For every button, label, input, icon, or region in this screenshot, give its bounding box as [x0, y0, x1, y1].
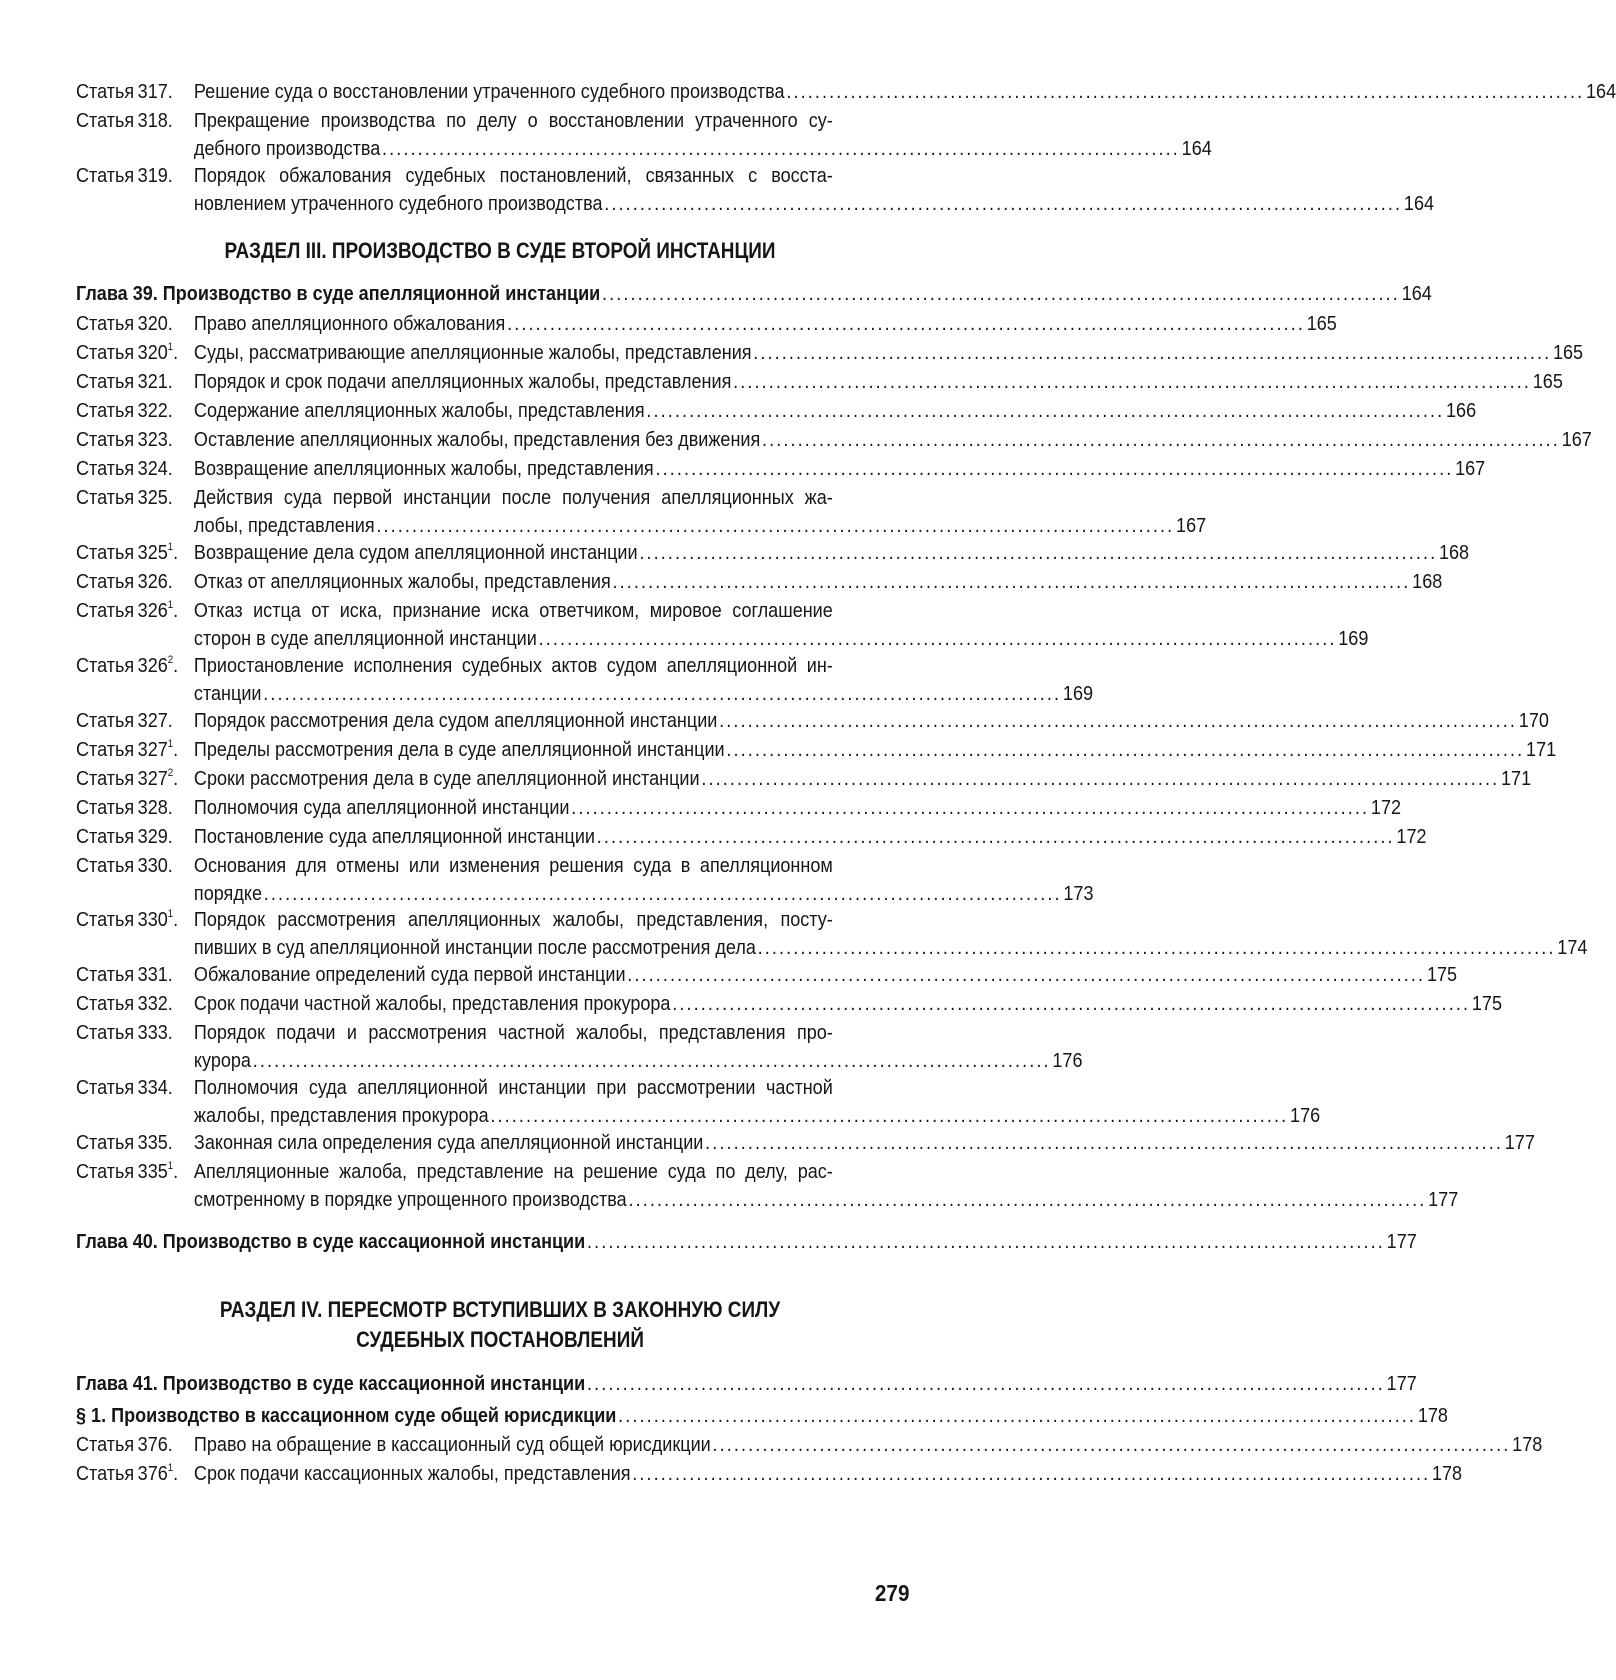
- article-label: Статья $320^1$.: [76, 341, 179, 364]
- page-ref: 173: [1063, 882, 1094, 905]
- article-title-cont: сторон в суде апелляционной инстанции: [193, 627, 537, 650]
- article-label: Статья 327.: [76, 709, 173, 732]
- article-label: Статья 330.: [76, 854, 173, 877]
- chapter-heading: Глава 39. Производство в суде апелляционной инстанции ................................................................................................................ 164: [76, 280, 833, 308]
- page-ref: 164: [1586, 80, 1616, 103]
- article-label: Статья 328.: [76, 796, 173, 819]
- article-label: Статья $376^1$.: [76, 1462, 179, 1485]
- article-label: Статья 331.: [76, 963, 173, 986]
- article-title-cont: новлением утраченного судебного производства: [193, 192, 603, 215]
- page-ref: 165: [1552, 341, 1584, 364]
- article-title: Отказ истца от иска, признание иска ответчиком, мировое соглашение: [193, 599, 833, 622]
- article-title: Сроки рассмотрения дела в суде апелляционной инстанции: [193, 767, 700, 790]
- article-title-cont: дебного производства: [193, 137, 381, 160]
- page-ref: 168: [1438, 541, 1470, 564]
- article-label: Статья $335^1$.: [76, 1160, 179, 1183]
- article-title: Порядок рассмотрения апелляционных жалобы, представления, посту-: [193, 908, 833, 931]
- article-label: Статья 324.: [76, 457, 173, 480]
- page-ref: 172: [1370, 796, 1402, 819]
- paragraph-title: § 1. Производство в кассационном суде общей юрисдикции: [76, 1404, 617, 1427]
- article-label: Статья 320.: [76, 312, 173, 335]
- toc-page: Статья 317. Решение суда о восстановлении утраченного судебного производства ................................................................................................................ 164 Статья 318. Прекращение производства по делу о восстановлении утраченного су- дебного производства ................................................................................................................ 164 Статья 319. Порядок обжалования судебных постановлений, связанных с восста- новлением утраченного судебного производства ................................................................................................................ 164 РАЗДЕЛ III. ПРОИЗВОДСТВО В СУДЕ ВТОРОЙ ИНСТАНЦИИ Глава 39. Производство в суде апелляционной инстанции ................................................................................................................ 164 Статья 320. Право апелляционного обжалования ................................................................................................................ 165 Статья $320^1$. Суды, рассматривающие апелляционные жалобы, представления ................................................................................................................ 165 Статья 321. Порядок и срок подачи апелляционных жалобы, представления ................................................................................................................ 165 Статья 322. Содержание апелляционных жалобы, представления ................................................................................................................ 166 Статья 323. Оставление апелляционных жалобы, представления без движения ................................................................................................................ 167 Статья 324. Возвращение апелляционных жалобы, представления ................................................................................................................ 167 Статья 325. Действия суда первой инстанции после получения апелляционных жа- лобы, представления ................................................................................................................ 167 Статья $325^1$. Возвращение дела судом апелляционной инстанции ................................................................................................................ 168 Статья 326. Отказ от апелляционных жалобы, представления ................................................................................................................ 168 Статья $326^1$. Отказ истца от иска, признание иска ответчиком, мировое соглашение сторон в суде апелляционной инстанции ................................................................................................................ 169 Статья $326^2$. Приостановление исполнения судебных актов судом апелляционной ин- станции ................................................................................................................ 169 Статья 327. Порядок рассмотрения дела судом апелляционной инстанции ................................................................................................................ 170 Статья $327^1$. Пределы рассмотрения дела в суде апелляционной инстанции ................................................................................................................ 171 Статья $327^2$. Сроки рассмотрения дела в суде апелляционной инстанции ................................................................................................................ 171 Статья 328. Полномочия суда апелляционной инстанции ................................................................................................................ 172 Статья 329. Постановление суда апелляционной инстанции ................................................................................................................ 172 Статья 330. Основания для отмены или изменения решения суда в апелляционном порядке ................................................................................................................ 173 Статья $330^1$. Порядок рассмотрения апелляционных жалобы, представления, посту- пивших в суд апелляционной инстанции после рассмотрения дела ................................................................................................................ 174 Статья 331. Обжалование определений суда первой инстанции ................................................................................................................ 175 Статья 332. Срок подачи частной жалобы, представления прокурора ................................................................................................................ 175 Статья 333. Порядок подачи и рассмотрения частной жалобы, представления про- курора ................................................................................................................ 176 Статья 334. Полномочия суда апелляционной инстанции при рассмотрении частной жалобы, представления прокурора ................................................................................................................ 176 Статья 335. Законная сила определения суда апелляционной инстанции ................................................................................................................ 177 Статья $335^1$. Апелляционные жалоба, представление на решение суда по делу, рас- смотренному в порядке упрощенного производства ................................................................................................................ 177 Глава 40. Производство в суде кассационной инстанции ................................................................................................................ 177 РАЗДЕЛ IV. ПЕРЕСМОТР ВСТУПИВШИХ В ЗАКОННУЮ СИЛУ СУДЕБНЫХ ПОСТАНОВЛЕНИЙ Глава 41. Производство в суде кассационной инстанции ................................................................................................................ 177 § 1. Производство в кассационном суде общей юрисдикции ................................................................................................................ 178 Статья 376. Право на обращение в кассационный суд общей юрисдикции ................................................................................................................ 178 Статья $376^1$. Срок подачи кассационных жалобы, представления ................................................................................................................ 178 279: [0, 0, 1000, 1680]
- article-title-cont: курора: [193, 1049, 251, 1072]
- page-number: 279: [874, 1580, 910, 1606]
- page-ref: 167: [1561, 428, 1592, 451]
- article-label: Статья 334.: [76, 1076, 173, 1099]
- section-heading: РАЗДЕЛ IV. ПЕРЕСМОТР ВСТУПИВШИХ В ЗАКОННУЮ СИЛУ СУДЕБНЫХ ПОСТАНОВЛЕНИЙ: [219, 1297, 781, 1352]
- page-ref: 172: [1396, 825, 1427, 848]
- chapter-heading: Глава 41. Производство в суде кассационной инстанции ................................................................................................................ 177: [76, 1370, 833, 1398]
- article-label: Статья 318.: [76, 109, 173, 132]
- page-ref: 176: [1290, 1104, 1321, 1127]
- article-label: Статья 323.: [76, 428, 173, 451]
- article-title: Право апелляционного обжалования: [193, 312, 506, 335]
- chapter-heading: Глава 40. Производство в суде кассационной инстанции ................................................................................................................ 177: [76, 1228, 833, 1256]
- article-label: Статья 321.: [76, 370, 173, 393]
- page-ref: 177: [1386, 1372, 1417, 1395]
- article-label: Статья $330^1$.: [76, 908, 179, 931]
- article-label: Статья 333.: [76, 1021, 173, 1044]
- article-title-cont: лобы, представления: [193, 514, 375, 537]
- article-title: Полномочия суда апелляционной инстанции при рассмотрении частной: [193, 1076, 833, 1099]
- article-title: Суды, рассматривающие апелляционные жалобы, представления: [193, 341, 752, 364]
- article-title: Порядок рассмотрения дела судом апелляционной инстанции: [193, 709, 718, 732]
- page-ref: 176: [1052, 1049, 1083, 1072]
- article-title: Пределы рассмотрения дела в суде апелляционной инстанции: [193, 738, 725, 761]
- page-ref: 177: [1386, 1230, 1417, 1253]
- article-title-cont: порядке: [193, 882, 262, 905]
- article-title-cont: пивших в суд апелляционной инстанции после рассмотрения дела: [193, 936, 756, 959]
- article-title: Порядок подачи и рассмотрения частной жалобы, представления про-: [193, 1021, 833, 1044]
- page-ref: 177: [1504, 1131, 1535, 1154]
- page-ref: 169: [1338, 627, 1369, 650]
- page-ref: 165: [1306, 312, 1337, 335]
- page-ref: 167: [1455, 457, 1486, 480]
- article-title: Срок подачи кассационных жалобы, представления: [193, 1462, 631, 1485]
- page-ref: 178: [1431, 1462, 1463, 1485]
- article-title: Содержание апелляционных жалобы, представления: [193, 399, 645, 422]
- page-ref: 178: [1417, 1404, 1448, 1427]
- page-ref: 164: [1401, 282, 1432, 305]
- article-label: Статья $326^2$.: [76, 654, 179, 677]
- chapter-title: Глава 40. Производство в суде кассационной инстанции: [76, 1230, 586, 1253]
- page-ref: 175: [1471, 992, 1502, 1015]
- article-label: Статья 317.: [76, 80, 173, 103]
- article-title: Возвращение апелляционных жалобы, представления: [193, 457, 654, 480]
- article-title: Основания для отмены или изменения решения суда в апелляционном: [193, 854, 833, 877]
- page-ref: 175: [1426, 963, 1458, 986]
- article-title: Прекращение производства по делу о восстановлении утраченного су-: [193, 109, 833, 132]
- article-title-cont: станции: [193, 682, 262, 705]
- article-title: Приостановление исполнения судебных актов судом апелляционной ин-: [193, 654, 833, 677]
- article-title: Постановление суда апелляционной инстанции: [193, 825, 596, 848]
- page-ref: 166: [1446, 399, 1477, 422]
- article-label: Статья $327^1$.: [76, 738, 179, 761]
- article-title-cont: жалобы, представления прокурора: [193, 1104, 489, 1127]
- article-title: Порядок обжалования судебных постановлений, связанных с восста-: [193, 164, 833, 187]
- page-ref: 171: [1526, 738, 1557, 761]
- page-ref: 177: [1428, 1188, 1459, 1211]
- page-ref: 167: [1176, 514, 1207, 537]
- page-ref: 164: [1403, 192, 1435, 215]
- article-label: Статья 332.: [76, 992, 173, 1015]
- article-title: Полномочия суда апелляционной инстанции: [193, 796, 570, 819]
- article-title: Апелляционные жалоба, представление на решение суда по делу, рас-: [193, 1160, 833, 1183]
- chapter-title: Глава 41. Производство в суде кассационной инстанции: [76, 1372, 586, 1395]
- article-title: Решение суда о восстановлении утраченного судебного производства: [193, 80, 785, 103]
- article-label: Статья 326.: [76, 570, 173, 593]
- paragraph-heading: § 1. Производство в кассационном суде общей юрисдикции ................................................................................................................ 178: [76, 1402, 833, 1430]
- article-title: Законная сила определения суда апелляционной инстанции: [193, 1131, 704, 1154]
- article-label: Статья 376.: [76, 1433, 173, 1456]
- article-label: Статья $327^2$.: [76, 767, 179, 790]
- article-title-cont: смотренному в порядке упрощенного производства: [193, 1188, 627, 1211]
- chapter-title: Глава 39. Производство в суде апелляционной инстанции: [76, 282, 601, 305]
- article-title: Право на обращение в кассационный суд общей юрисдикции: [193, 1433, 711, 1456]
- article-label: Статья $325^1$.: [76, 541, 179, 564]
- page-ref: 178: [1512, 1433, 1543, 1456]
- section-heading: РАЗДЕЛ III. ПРОИЗВОДСТВО В СУДЕ ВТОРОЙ ИНСТАНЦИИ: [224, 238, 776, 263]
- page-ref: 164: [1181, 137, 1212, 160]
- article-title: Оставление апелляционных жалобы, представления без движения: [193, 428, 761, 451]
- article-title: Срок подачи частной жалобы, представления прокурора: [193, 992, 671, 1015]
- article-label: Статья 319.: [76, 164, 173, 187]
- page-ref: 170: [1518, 709, 1549, 732]
- article-title: Действия суда первой инстанции после получения апелляционных жа-: [193, 486, 833, 509]
- article-label: Статья 322.: [76, 399, 173, 422]
- page-ref: 169: [1062, 682, 1094, 705]
- page-ref: 165: [1532, 370, 1563, 393]
- article-label: Статья 325.: [76, 486, 173, 509]
- page-ref: 168: [1412, 570, 1443, 593]
- article-label: Статья 335.: [76, 1131, 173, 1154]
- article-title: Обжалование определений суда первой инстанции: [193, 963, 626, 986]
- page-ref: 174: [1557, 936, 1588, 959]
- article-label: Статья 329.: [76, 825, 173, 848]
- article-title: Возвращение дела судом апелляционной инстанции: [193, 541, 638, 564]
- article-title: Порядок и срок подачи апелляционных жалобы, представления: [193, 370, 732, 393]
- article-title: Отказ от апелляционных жалобы, представления: [193, 570, 611, 593]
- page-ref: 171: [1501, 767, 1532, 790]
- article-label: Статья $326^1$.: [76, 599, 179, 622]
